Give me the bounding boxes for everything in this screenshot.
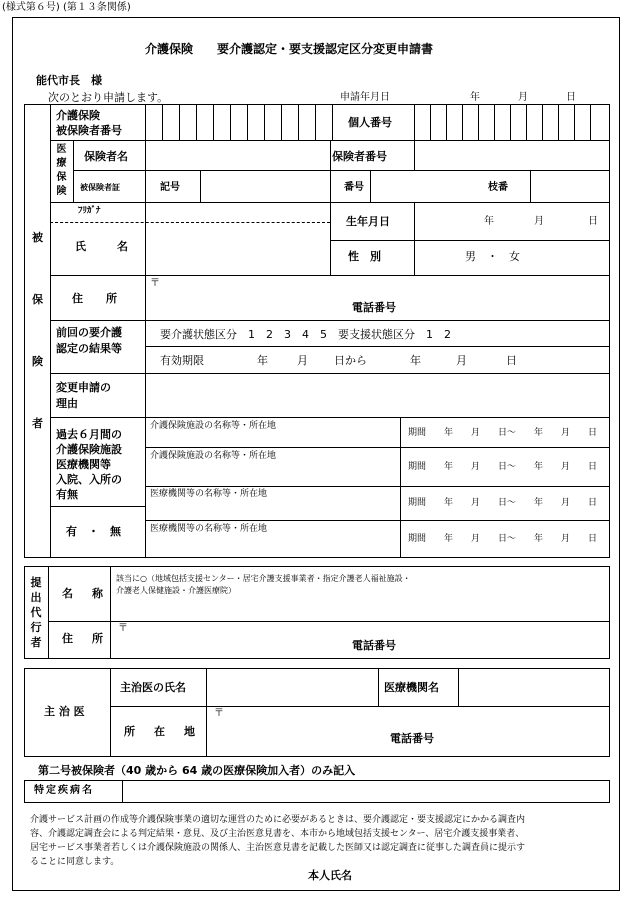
sex-label: 性 別 xyxy=(348,250,381,263)
period-row-2: 期間 年 月 日～ 年 月 日 xyxy=(408,462,598,472)
medical-facility-name-1: 医療機関等の名称等・所在地 xyxy=(150,489,268,499)
doctor-name-label: 主治医の氏名 xyxy=(120,681,186,694)
period-row-3: 期間 年 月 日～ 年 月 日 xyxy=(408,498,598,508)
insured-phone-label: 電話番号 xyxy=(352,301,396,314)
doctor-section xyxy=(24,668,610,757)
agent-side-label: 提 出 代 行 者 xyxy=(30,576,42,649)
branch-label: 枝番 xyxy=(488,182,508,193)
medical-facility-name-2: 医療機関等の名称等・所在地 xyxy=(150,524,268,534)
yes-no-options[interactable]: 有 ・ 無 xyxy=(66,525,121,538)
birth-date-label: 生年月日 xyxy=(346,215,390,228)
doctor-location-label: 所 在 地 xyxy=(124,725,199,738)
doctor-side-label: 主 治 医 xyxy=(44,705,85,718)
signature-label: 本人氏名 xyxy=(308,869,352,882)
agent-address-label: 住 所 xyxy=(62,632,107,645)
personal-number-label: 個人番号 xyxy=(348,116,392,129)
agent-type-note: 該当に○（地域包括支援センター・居宅介護支援事業者・指定介護老人福祉施設・ 介護老人保健施設・介護医療院） xyxy=(116,574,411,595)
mayor-addressee: 能代市長 様 xyxy=(36,74,102,87)
form-number: (様式第６号) (第１３条関係) xyxy=(2,2,131,13)
name-label: 氏 名 xyxy=(75,240,138,253)
hospitalization-label: 過去６月間の 介護保険施設 医療機関等 入院、入所の 有無 xyxy=(56,428,122,501)
birth-day: 日 xyxy=(588,216,598,227)
birth-month: 月 xyxy=(534,216,544,227)
address-label: 住 所 xyxy=(72,292,123,305)
facility-name-1: 介護保険施設の名称等・所在地 xyxy=(150,421,277,431)
insured-number-label: 介護保険 被保険者番号 xyxy=(56,109,122,137)
specific-disease-label: 特定疾病名 xyxy=(34,785,94,796)
medical-insurance-label: 医 療 保 険 xyxy=(56,144,67,197)
period-row-1: 期間 年 月 日～ 年 月 日 xyxy=(408,428,598,438)
agent-phone-label: 電話番号 xyxy=(352,639,396,652)
application-date-label: 申請年月日 xyxy=(340,92,390,103)
care-level-options[interactable]: 要介護状態区分 1 2 3 4 5 要支援状態区分 1 2 xyxy=(160,328,451,341)
doctor-phone-label: 電話番号 xyxy=(390,732,434,745)
number-label: 番号 xyxy=(344,182,364,193)
date-year: 年 xyxy=(470,92,480,103)
agent-postal-mark: 〒 xyxy=(118,623,128,634)
insurer-name-label: 保険者名 xyxy=(84,150,128,163)
furigana-label: ﾌﾘｶﾞﾅ xyxy=(78,206,101,216)
agent-name-label: 名 称 xyxy=(62,587,107,600)
postal-mark: 〒 xyxy=(150,278,160,289)
second-insured-heading: 第二号被保険者（40 歳から 64 歳の医療保険加入者）のみ記入 xyxy=(38,764,356,777)
sex-options[interactable]: 男 ・ 女 xyxy=(465,250,520,263)
page-title: 介護保険 要介護認定・要支援認定区分変更申請書 xyxy=(145,42,434,56)
date-month: 月 xyxy=(518,92,528,103)
date-day: 日 xyxy=(566,92,576,103)
insurer-number-label: 保険者番号 xyxy=(332,150,387,163)
validity-period: 有効期限 年 月 日から 年 月 日 xyxy=(160,354,517,367)
birth-year: 年 xyxy=(484,216,494,227)
specific-disease-row xyxy=(24,780,610,803)
insured-card-label: 被保険者証 xyxy=(80,183,120,192)
symbol-label: 記号 xyxy=(160,182,180,193)
previous-result-label: 前回の要介護 認定の結果等 xyxy=(56,326,122,355)
medical-institution-label: 医療機関名 xyxy=(384,681,439,694)
consent-text: 介護サービス計画の作成等介護保険事業の適切な運営のために必要があるときは、要介護認定・要支援認定にかかる調査内 容、介護認定調査会による判定結果・意見、及び主治医意見書を、本市から地域包括支援センター、居宅介護支援事業者、 居宅サービス事業者若しくは介護保険施設の関係人、主治医意見書を記載した医師又は認定調査に従事した調査員に提示す ることに同意します。 xyxy=(30,815,526,867)
facility-name-2: 介護保険施設の名称等・所在地 xyxy=(150,451,277,461)
doctor-postal-mark: 〒 xyxy=(214,708,224,719)
period-row-4: 期間 年 月 日～ 年 月 日 xyxy=(408,534,598,544)
insured-side-label: 被 保 険 者 xyxy=(32,231,43,430)
change-reason-label: 変更申請の 理由 xyxy=(56,381,111,410)
intro-text: 次のとおり申請します。 xyxy=(48,91,169,104)
